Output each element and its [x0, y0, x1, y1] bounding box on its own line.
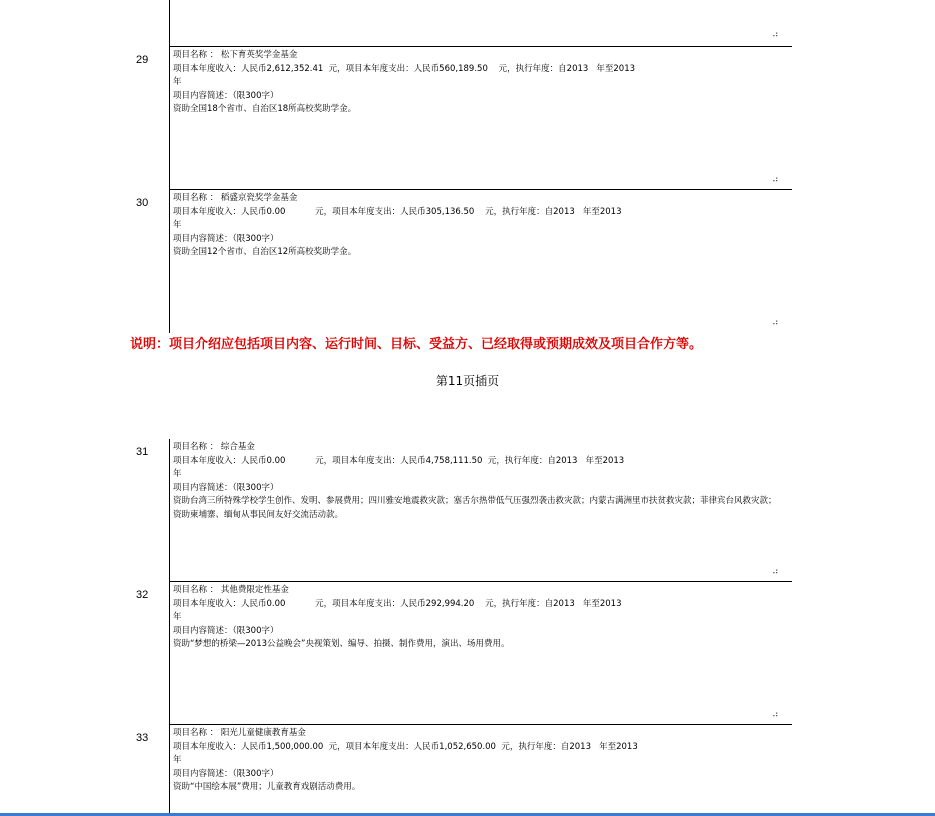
project-desc: 资助“梦想的桥梁—2013公益晚会”央视策划、编导、拍摄、制作费用，演出、场用费用。: [173, 639, 510, 649]
row-divider-vertical: [169, 0, 170, 47]
project-desc-label: 项目内容简述：（限300字）: [173, 90, 279, 101]
project-year-tail: 年: [173, 612, 182, 622]
project-desc-label: 项目内容简述：（限300字）: [173, 233, 279, 244]
project-year-tail: 年: [173, 469, 182, 479]
record-number: 29: [136, 54, 149, 66]
project-year-tail: 年: [173, 77, 182, 87]
row-divider-vertical: [169, 582, 170, 725]
project-desc: 资助全国12个省市、自治区12所高校奖助学金。: [173, 247, 357, 257]
project-name: 项目名称 ： 阳光儿童健康教育基金: [173, 728, 306, 738]
project-desc-label: 项目内容简述：（限300字）: [173, 768, 279, 779]
row-divider-vertical: [169, 190, 170, 333]
project-money: 项目本年度收入：人民币0.00 元，项目本年度支出：人民币292,994.20 元，执行年度：自2013 年至2013: [173, 598, 622, 609]
record-number: 33: [136, 732, 149, 744]
resize-grip-icon: ⠴: [772, 710, 778, 720]
project-name: 项目名称 ： 其他费限定性基金: [173, 585, 289, 595]
project-record: [0, 439, 935, 582]
top-fragment: [0, 0, 935, 47]
record-content: [173, 192, 783, 260]
resize-grip-icon: ⠴: [772, 30, 778, 40]
project-desc: 资助全国18个省市、自治区18所高校奖助学金。: [173, 104, 357, 114]
page-label: 第11页插页: [435, 374, 500, 388]
record-number: 30: [136, 197, 149, 209]
project-record: [0, 582, 935, 725]
resize-grip-icon: ⠴: [772, 318, 778, 328]
row-divider-vertical: [169, 439, 170, 582]
project-money: 项目本年度收入：人民币0.00 元，项目本年度支出：人民币4,758,111.50 元，执行年度：自2013 年至2013: [173, 455, 625, 466]
record-content: [173, 584, 783, 652]
project-year-tail: 年: [173, 220, 182, 230]
record-content: [173, 49, 783, 117]
row-divider-vertical: [169, 725, 170, 813]
project-record: [0, 725, 935, 813]
project-year-tail: 年: [173, 755, 182, 765]
row-divider-vertical: [169, 47, 170, 190]
record-number: 31: [136, 446, 149, 458]
record-content: [173, 441, 783, 522]
project-desc-label: 项目内容简述：（限300字）: [173, 625, 279, 636]
project-desc: 资助台湾三所特殊学校学生创作、发明、参展费用；四川雅安地震救灾款；塞舌尔热带低气压强烈袭击救灾款；内蒙古满洲里市扶贫救灾款；菲律宾台风救灾款；资助柬埔寨、缅甸从事民间友好交流活动款。: [173, 496, 777, 520]
record-number: 32: [136, 589, 149, 601]
project-money: 项目本年度收入：人民币1,500,000.00 元，项目本年度支出：人民币1,052,650.00 元，执行年度：自2013 年至2013: [173, 741, 638, 752]
project-desc-label: 项目内容简述：（限300字）: [173, 482, 279, 493]
project-record: [0, 47, 935, 190]
record-content: [173, 727, 783, 795]
project-money: 项目本年度收入：人民币2,612,352.41 元，项目本年度支出：人民币560,189.50 元，执行年度：自2013 年至2013: [173, 63, 636, 74]
project-desc: 资助“中国绘本展”费用；儿童教育戏剧活动费用。: [173, 782, 361, 792]
project-name: 项目名称 ： 综合基金: [173, 442, 255, 452]
project-name: 项目名称 ： 松下育英奖学金基金: [173, 50, 298, 60]
instruction-note: 说明：项目介绍应包括项目内容、运行时间、目标、受益方、已经取得或预期成效及项目合作方等。: [130, 337, 703, 352]
project-name: 项目名称 ： 稻盛京瓷奖学金基金: [173, 193, 298, 203]
project-money: 项目本年度收入：人民币0.00 元，项目本年度支出：人民币305,136.50 元，执行年度：自2013 年至2013: [173, 206, 622, 217]
resize-grip-icon: ⠴: [772, 175, 778, 185]
project-record: [0, 190, 935, 333]
resize-grip-icon: ⠴: [772, 567, 778, 577]
